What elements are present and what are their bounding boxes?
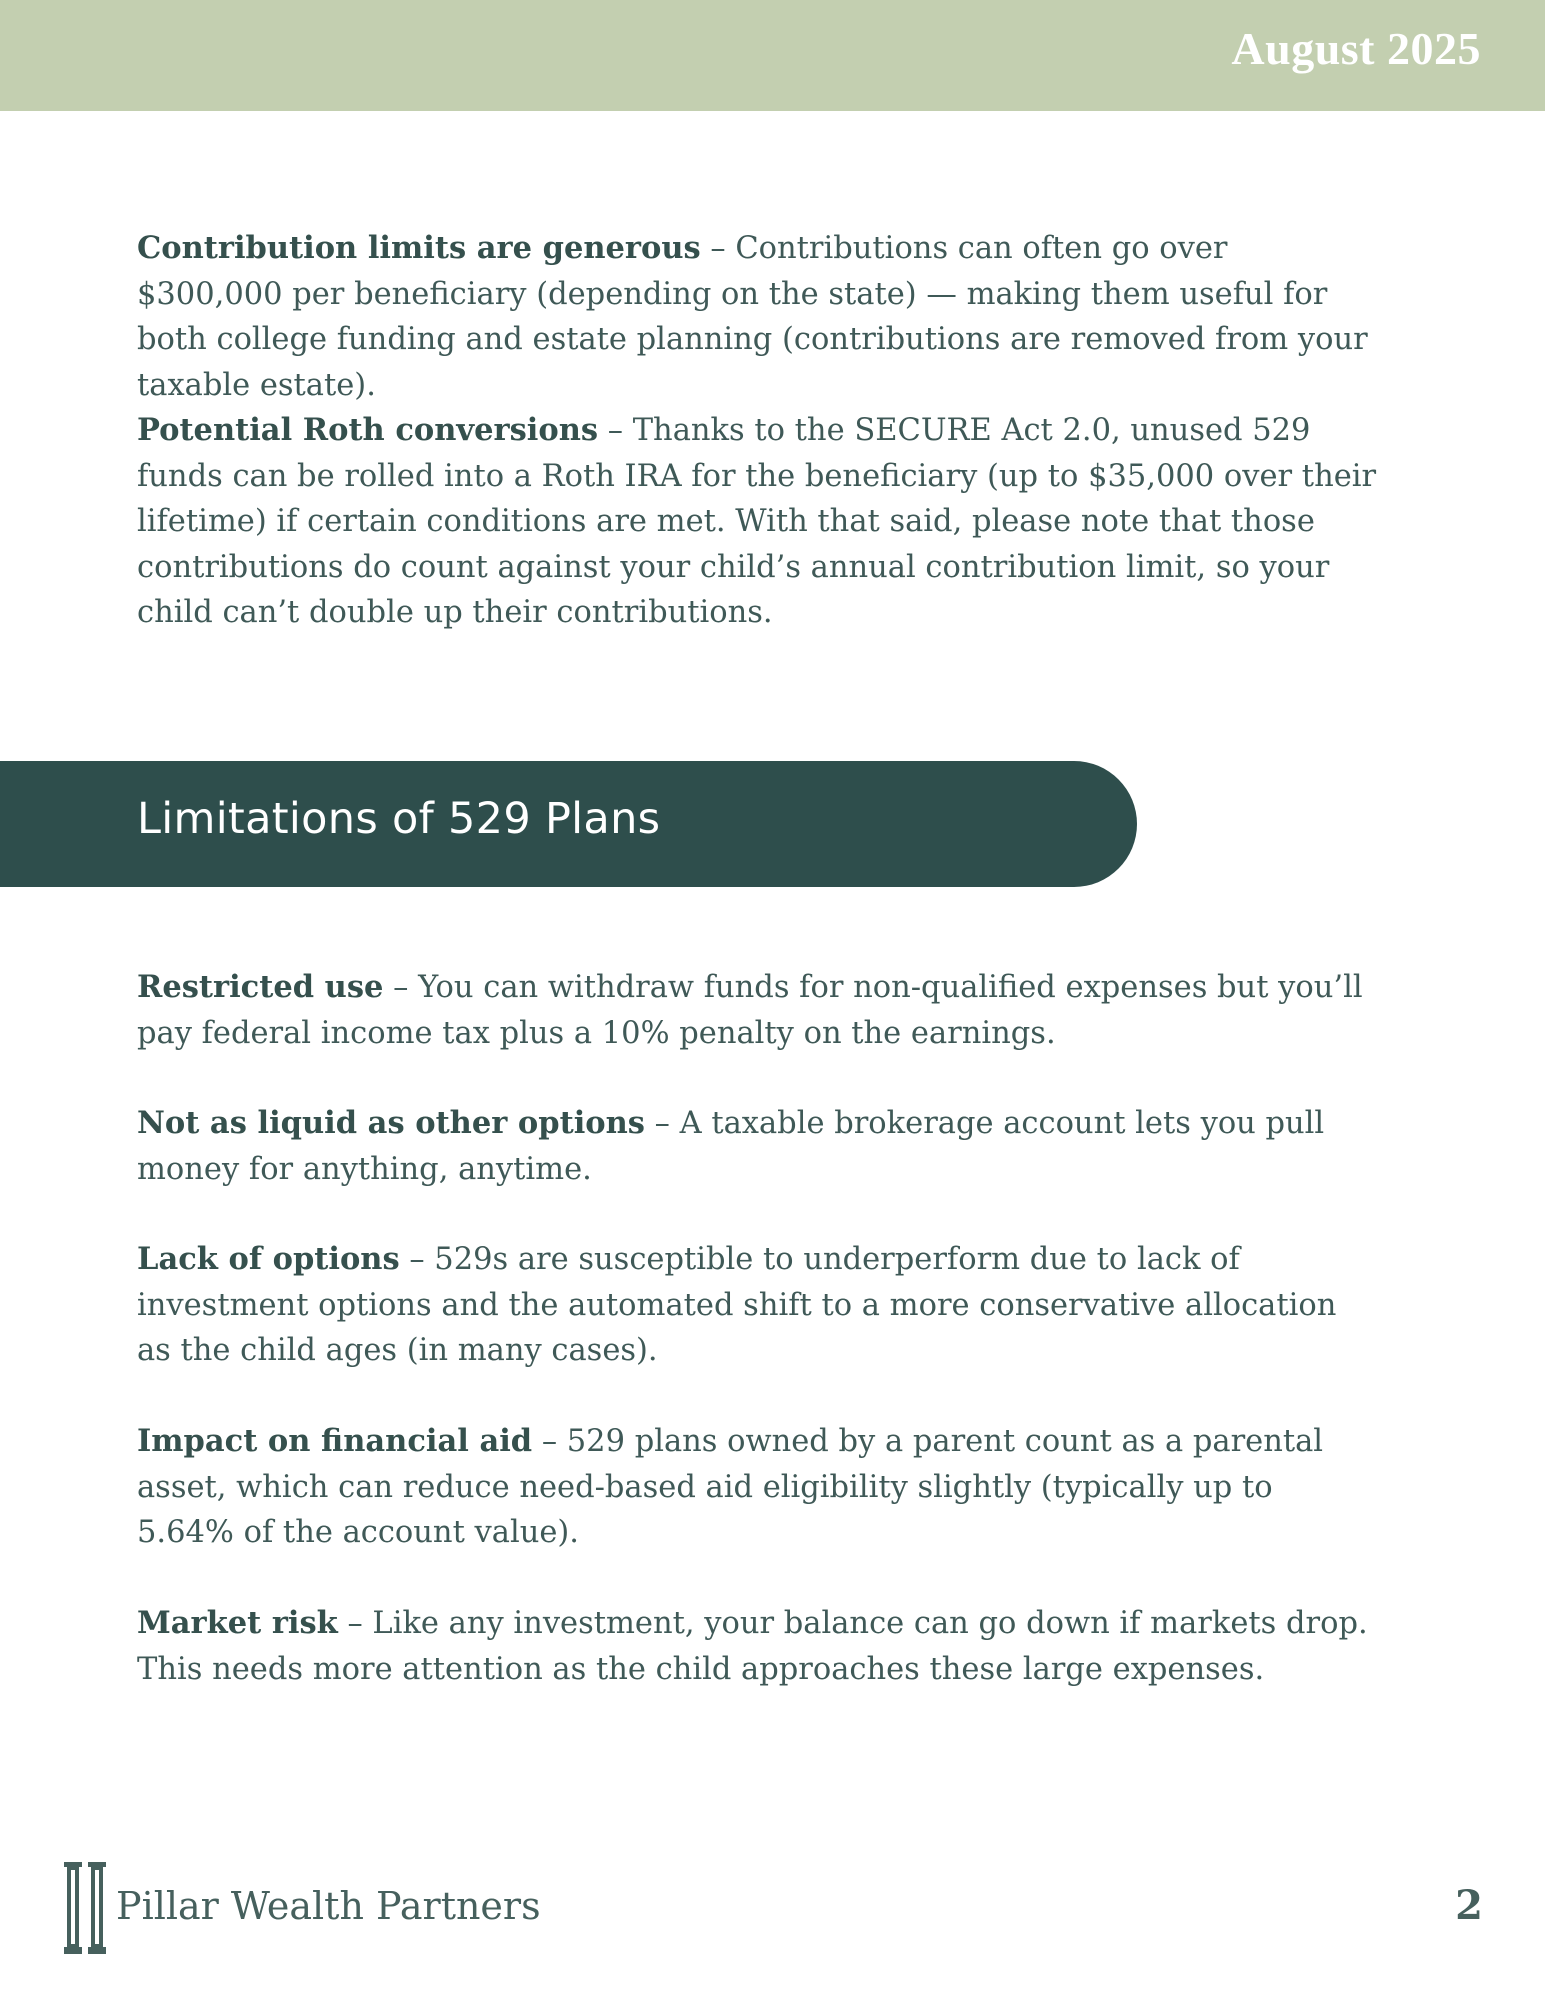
limitation-restricted-use <box>137 965 1377 1056</box>
item-text: – 529s are susceptible to underperform due to lack of investment options and the automated shift to a more conservative allocation as the child ages (in many cases). <box>137 1242 1337 1368</box>
intro-item-contribution-limits <box>137 226 1377 408</box>
footer-brand-name: Pillar Wealth Partners <box>116 1884 541 1928</box>
item-text: – Thanks to the SECURE Act 2.0, unused 529 funds can be rolled into a Roth IRA for the beneficiary (up to $35,000 over their lifetime) if certain conditions are met. With that said, please note that those contributions do count against your child’s annual contribution limit, so your child can’t double up their contributions. <box>137 413 1377 630</box>
item-text: – You can withdraw funds for non-qualified expenses but you’ll pay federal income tax plus a 10% penalty on the earnings. <box>137 970 1363 1051</box>
item-term: Impact on financial aid <box>137 1423 533 1459</box>
issue-date: August 2025 <box>1231 23 1481 74</box>
intro-item-roth-conversions <box>137 408 1377 636</box>
item-text: – A taxable brokerage account lets you pull money for anything, anytime. <box>137 1106 1325 1187</box>
item-text: – Contributions can often go over $300,000 per beneficiary (depending on the state) — making them useful for both college funding and estate planning (contributions are removed from your taxable estate). <box>137 231 1368 403</box>
pillars-icon <box>62 1862 108 1954</box>
item-term: Market risk <box>137 1605 338 1641</box>
header-band <box>0 0 1545 111</box>
item-term: Contribution limits are generous <box>137 230 701 266</box>
item-text: – Like any investment, your balance can go down if markets drop. This needs more attention as the child approaches these large expenses. <box>137 1606 1368 1687</box>
item-text: – 529 plans owned by a parent count as a parental asset, which can reduce need-based aid eligibility slightly (typically up to 5.64% of the account value). <box>137 1424 1324 1550</box>
limitation-liquidity <box>137 1101 1377 1192</box>
section-title: Limitations of 529 Plans <box>137 794 661 844</box>
limitation-market-risk <box>137 1601 1377 1692</box>
item-term: Not as liquid as other options <box>137 1105 645 1141</box>
limitation-financial-aid <box>137 1419 1377 1556</box>
limitation-lack-of-options <box>137 1237 1377 1374</box>
item-term: Potential Roth conversions <box>137 412 599 448</box>
item-term: Restricted use <box>137 969 384 1005</box>
page-number: 2 <box>1455 1882 1483 1929</box>
item-term: Lack of options <box>137 1241 400 1277</box>
section-header-bar <box>0 761 1137 887</box>
